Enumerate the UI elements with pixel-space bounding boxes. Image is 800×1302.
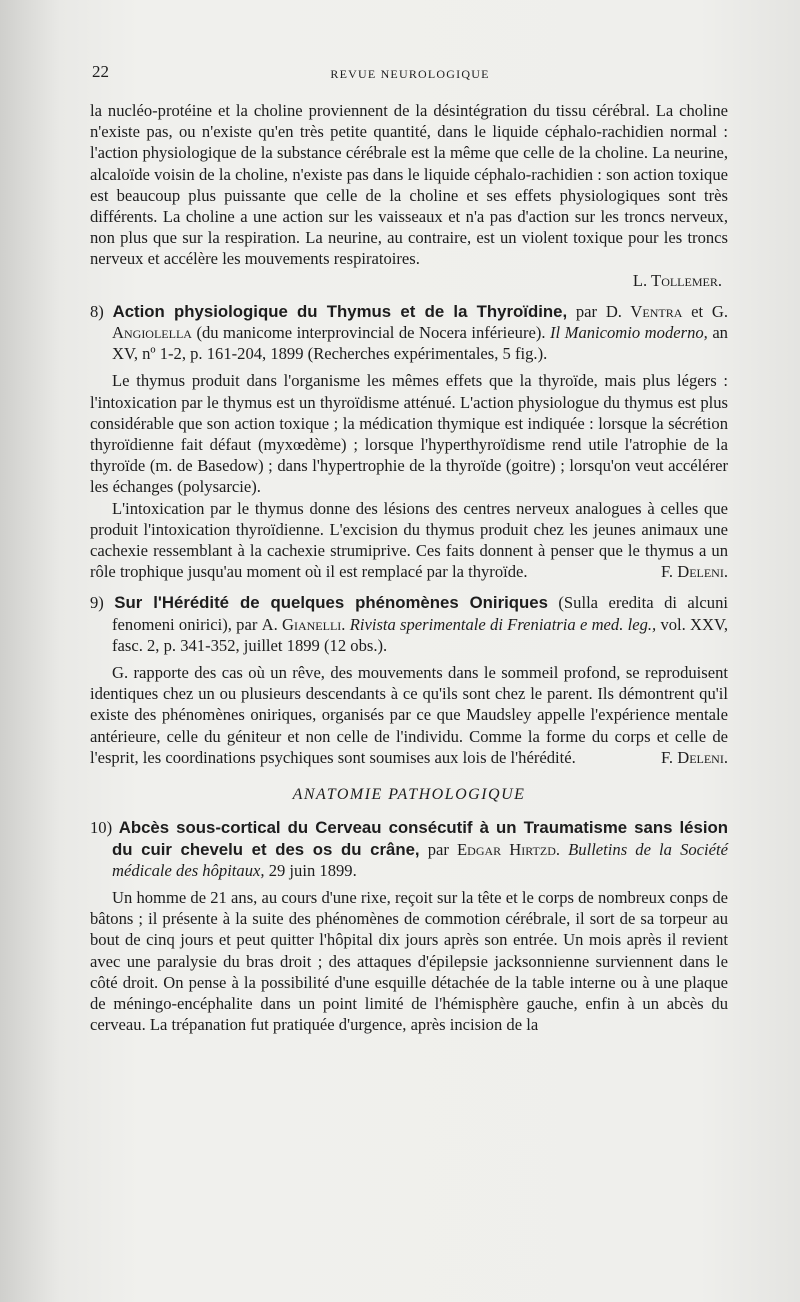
entry-10-heading (90, 817, 728, 881)
entry-8-heading (90, 301, 728, 365)
entry-10-paragraph-1: Un homme de 21 ans, au cours d'une rixe, reçoit sur la tête et le corps de nombreux conps de bâtons ; il présente à la suite des phénomènes de commotion cérébrale, il sort de sa torpeur au bout de cinq jours et peut quitter l'hôpital dix jours après son entrée. Un mois après il revient avec une paralysie du bras droit ; des attaques d'épilepsie jacksonnienne surviennent dans le côté droit. On pense à la possibilité d'une esquille détachée de la table interne ou à une plaque de méningo-encéphalite dans un point limité de l'hémisphère gauche, enfin à un abcès du cerveau. La trépanation fut pratiquée d'urgence, après incision de la (90, 887, 728, 1035)
entry-9-original-title: (Sulla eredita di alcuni fenomeni onirici), par (112, 593, 728, 634)
entry-9-title: Sur l'Hérédité de quelques phénomènes Oniriques (114, 593, 548, 613)
entry-8-paragraph-2 (90, 498, 728, 583)
entry-10-author: Edgar Hirtzd. (457, 839, 561, 859)
page-number: 22 (92, 62, 109, 81)
entry-9-paragraph-1-text: G. rapporte des cas où un rêve, des mouvements dans le sommeil profond, se reproduisent identiques chez un ou plusieurs descendants à ce qu'ils sont chez le parent. Ils démontrent qu'il existe des phénomènes oniriques, organisés par ce que Maudsley appelle l'expérience mentale antérieure, celle du géniteur et non celle de l'individu. Comme la forme du corps et celle de l'esprit, les coordinations psychiques sont soumises aux lois de l'hérédité. (90, 663, 728, 767)
entry-8-paragraph-2-text: L'intoxication par le thymus donne des lésions des centres nerveux analogues à celles que produit l'intoxication thyroïdienne. L'excision du thymus produit chez les jeunes animaux une cachexie ressemblant à la cachexie strumiprive. Ces faits donnent à penser que le thymus a un rôle trophique jusqu'au moment où il est remplacé par la thyroïde. (90, 498, 728, 582)
entry-10-by: par (427, 839, 449, 859)
signature-entry-9: F. Deleni. (661, 747, 728, 767)
entry-9-number: 9) (90, 593, 104, 613)
entry-10-reference: 29 juin 1899. (268, 860, 357, 880)
page-header (92, 62, 728, 86)
entry-8-number: 8) (90, 301, 104, 321)
entry-8-paragraph-1: Le thymus produit dans l'organisme les mêmes effets que la thyroïde, mais plus légers : l'intoxication par le thymus est un thyroïdisme atténué. L'action physiologue du thymus est plus considérable que son action toxique ; la médication thymique est indiquée : lorsque la sécrétion thyroïdienne fait défaut (myxœdème) ; lorsque l'hyperthyroïdisme rend utile l'atrophie de la thyroïde (m. de Basedow) ; dans l'hypertrophie de la thyroïde (goitre) ; lorsqu'on veut accélérer les échanges (polysarcie). (90, 371, 728, 497)
entry-8-reference: an XV, nº 1-2, p. 161-204, 1899 (Recherches expérimentales, 5 fig.). (112, 323, 728, 364)
entry-9-reference: vol. XXV, fasc. 2, p. 341-352, juillet 1899 (12 obs.). (112, 614, 729, 655)
entry-8-by: par (575, 301, 598, 321)
intro-paragraph: la nucléo-protéine et la choline proviennent de la désintégration du tissu cérébral. La choline n'existe pas, ou n'existe qu'en très petite quantité, dans le liquide céphalo-rachidien normal : l'action physiologique de la substance cérébrale est la même que celle de la choline. La neurine, alcaloïde voisin de la choline, n'existe pas dans le liquide céphalo-rachidien : son action toxique est beaucoup plus puissante que celle de la choline et ses effets physiologiques sont très différents. La choline a une action sur les vaisseaux et n'a pas d'action sur les troncs nerveux, non plus que sur la respiration. La neurine, au contraire, est un violent toxique pour les troncs nerveux et accélère les mouvements respiratoires. (90, 101, 728, 269)
running-title: REVUE NEUROLOGIQUE (330, 67, 490, 81)
entry-9-journal: Rivista sperimentale di Freniatria e med. leg., (349, 614, 657, 634)
entry-10-journal: Bulletins de la Société médicale des hôpitaux, (112, 839, 728, 880)
entry-8-title: Action physiologique du Thymus et de la Thyroïdine, (112, 301, 568, 321)
entry-10-number: 10) (90, 818, 113, 838)
entry-9-paragraph-1 (90, 662, 728, 768)
entry-10-title: Abcès sous-cortical du Cerveau consécutif à un Traumatisme sans lésion du cuir chevelu et des os du crâne, (112, 818, 728, 859)
section-heading: ANATOMIE PATHOLOGIQUE (292, 786, 526, 804)
signature-intro: L. Tollemer. (632, 270, 722, 290)
entry-8-author-1: D. Ventra (605, 301, 683, 321)
entry-9-author: A. Gianelli. (261, 614, 346, 634)
article-body (90, 100, 728, 1035)
entry-8-affiliation: (du manicome interprovincial de Nocera inférieure). (196, 323, 546, 343)
entry-9-heading (90, 592, 728, 656)
signature-entry-8: F. Deleni. (661, 562, 728, 582)
entry-8-et: et (691, 301, 704, 321)
entry-8-journal: Il Manicomio moderno, (550, 323, 708, 343)
entry-8-author-2: G. Angiolella (112, 301, 728, 343)
